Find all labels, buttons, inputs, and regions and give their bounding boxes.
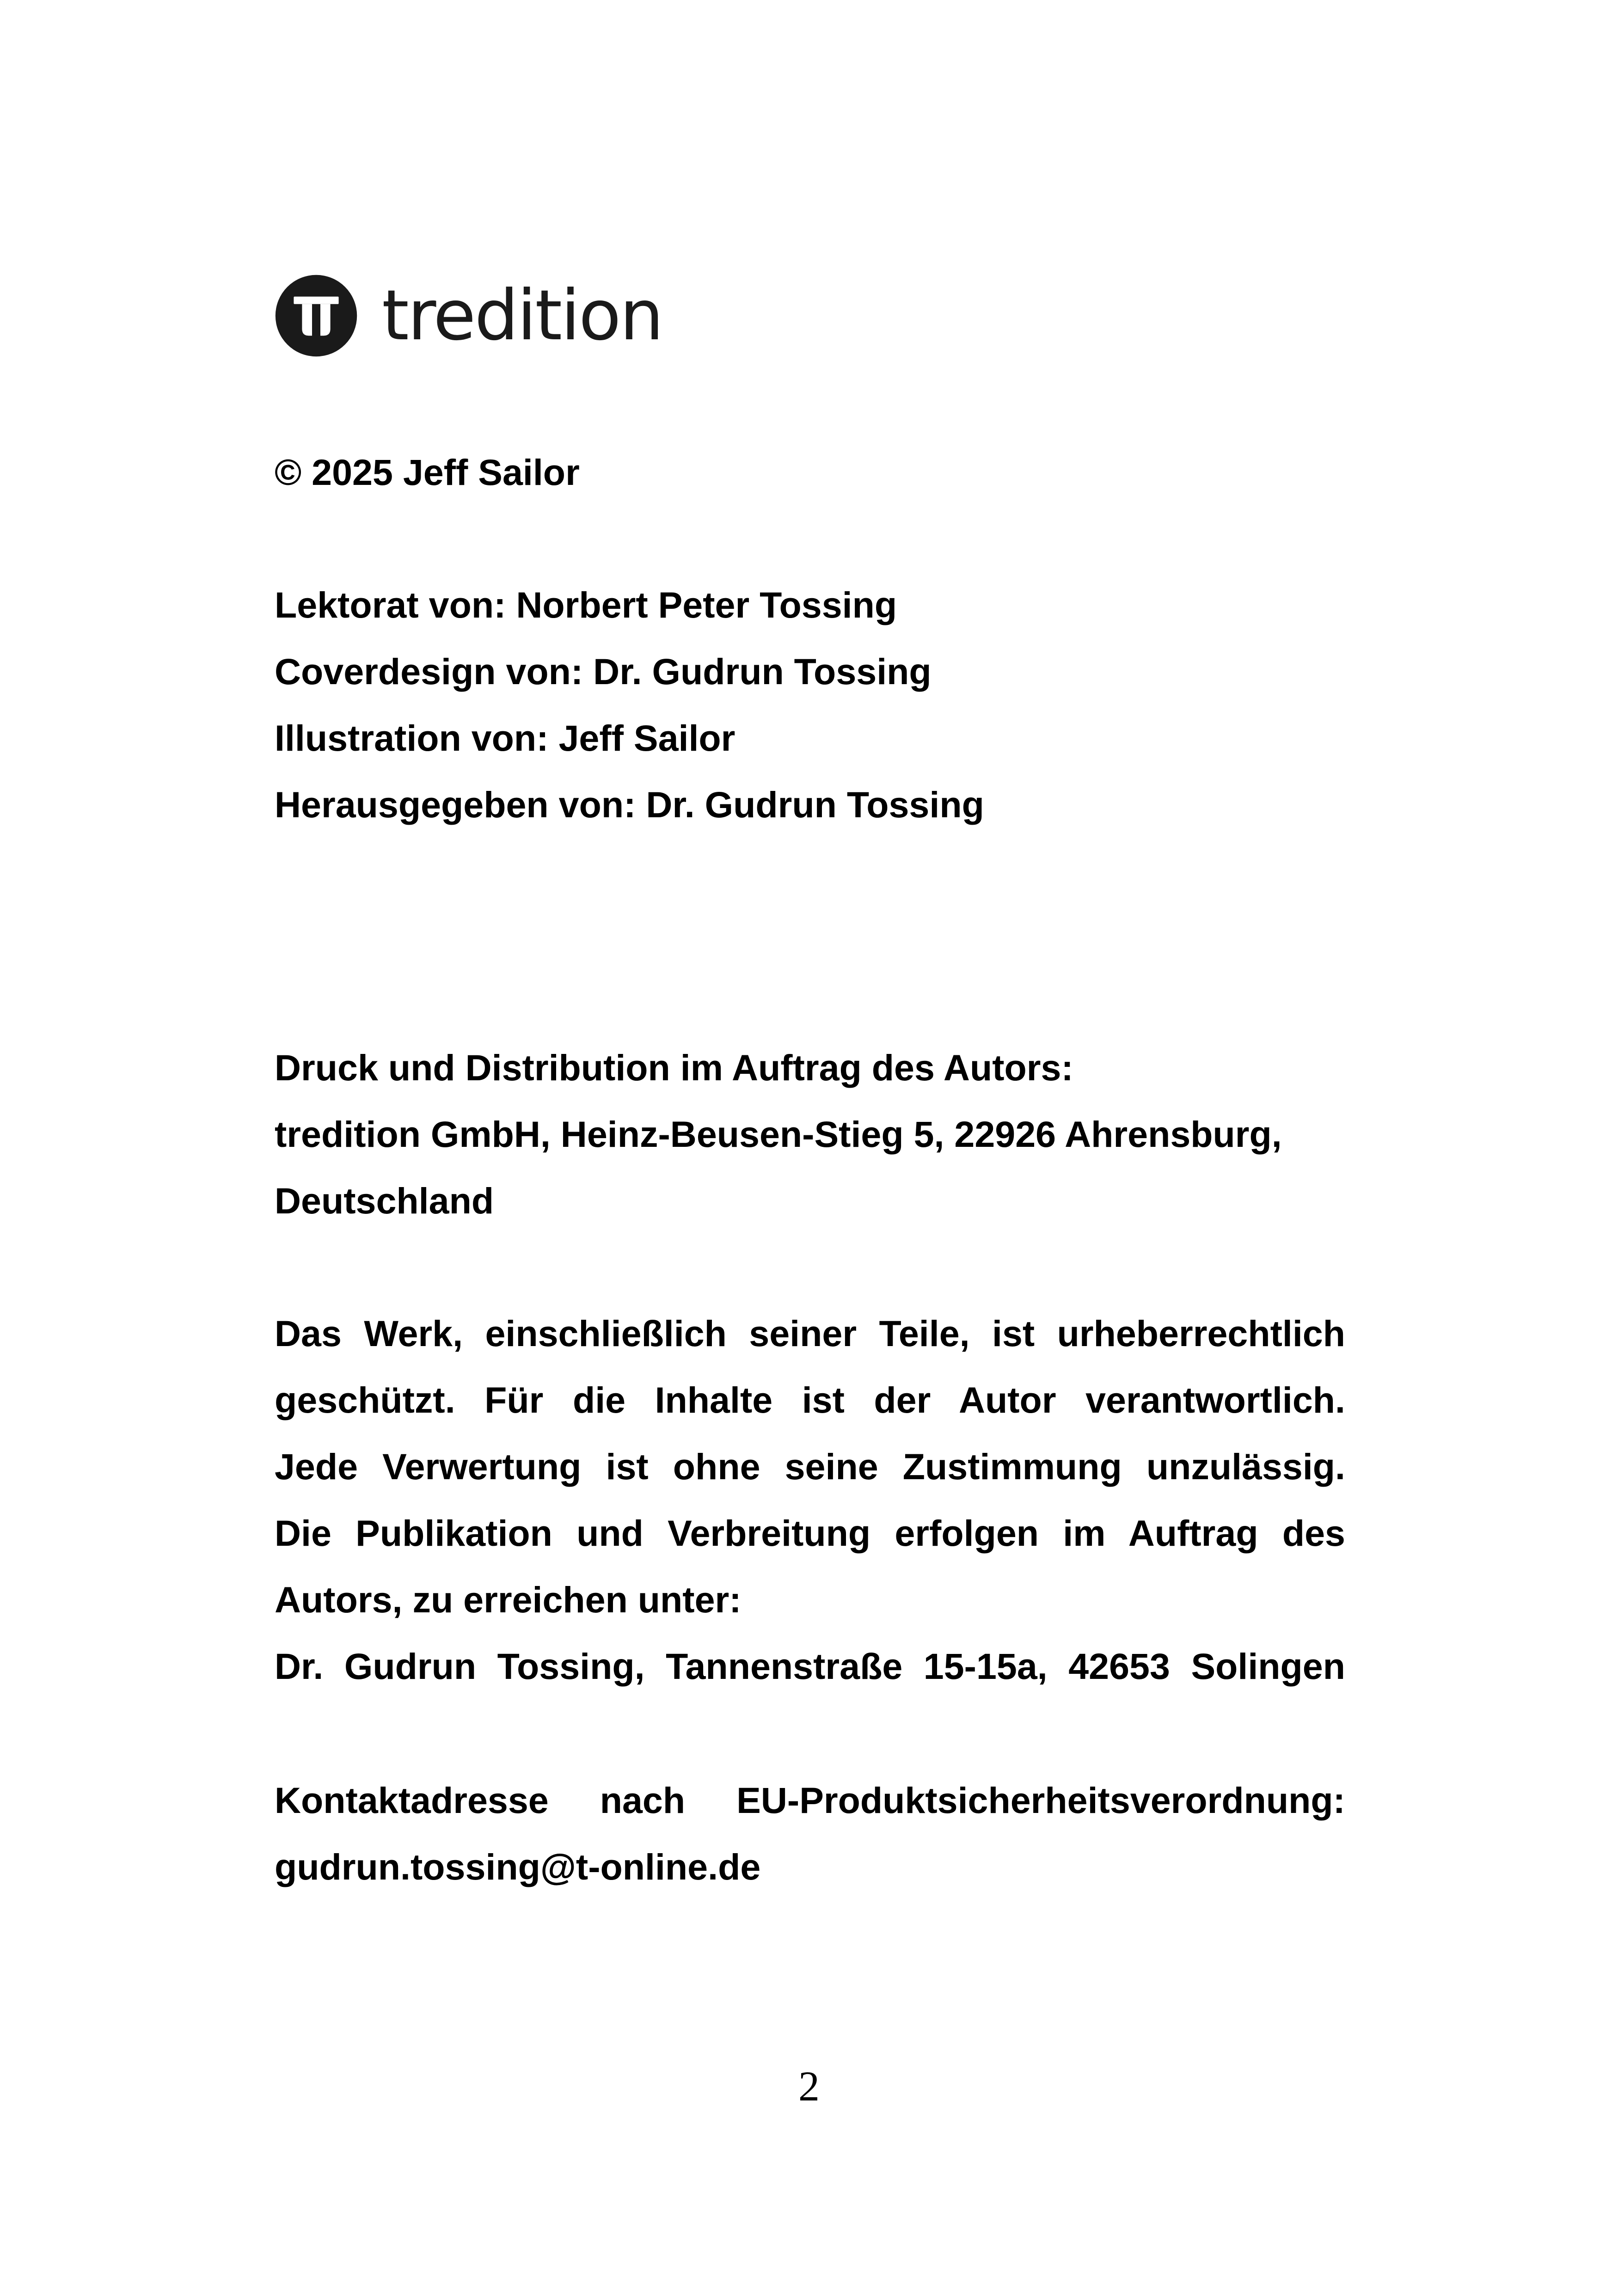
distribution-block [275,1035,1345,1234]
publisher-logo [275,273,662,358]
credits-block [275,572,1345,838]
distribution-line: tredition GmbH, Heinz-Beusen-Stieg 5, 22926 Ahrensburg, [275,1114,1282,1155]
copyright-line: © 2025 Jeff Sailor [275,452,580,493]
contact-block [275,1767,1345,1900]
legal-line: Jede Verwertung ist ohne seine Zustimmung unzulässig. [275,1446,1345,1487]
page-number: 2 [798,2063,820,2110]
logo-wordmark: tredition [382,275,662,356]
distribution-line: Deutschland [275,1180,494,1221]
credit-line-cover-design: Coverdesign von: Dr. Gudrun Tossing [275,651,932,692]
copyright-notice [275,439,1345,506]
tredition-logo-icon [275,274,358,357]
legal-line: Dr. Gudrun Tossing, Tannenstraße 15-15a, 42653 Solingen [275,1646,1345,1687]
contact-label: Kontaktadresse nach EU-Produktsicherheitsverordnung: [275,1780,1345,1821]
legal-line: geschützt. Für die Inhalte ist der Autor verantwortlich. [275,1379,1345,1420]
legal-line: Die Publikation und Verbreitung erfolgen im Auftrag des [275,1512,1345,1554]
legal-line: Das Werk, einschließlich seiner Teile, ist urheberrechtlich [275,1313,1345,1354]
distribution-line: Druck und Distribution im Auftrag des Autors: [275,1047,1073,1088]
credit-line-publisher: Herausgegeben von: Dr. Gudrun Tossing [275,784,984,825]
credit-line-editing: Lektorat von: Norbert Peter Tossing [275,584,897,625]
contact-email: gudrun.tossing@t-online.de [275,1846,761,1887]
credit-line-illustration: Illustration von: Jeff Sailor [275,717,735,759]
legal-line: Autors, zu erreichen unter: [275,1579,742,1620]
legal-notice-block [275,1300,1345,1700]
